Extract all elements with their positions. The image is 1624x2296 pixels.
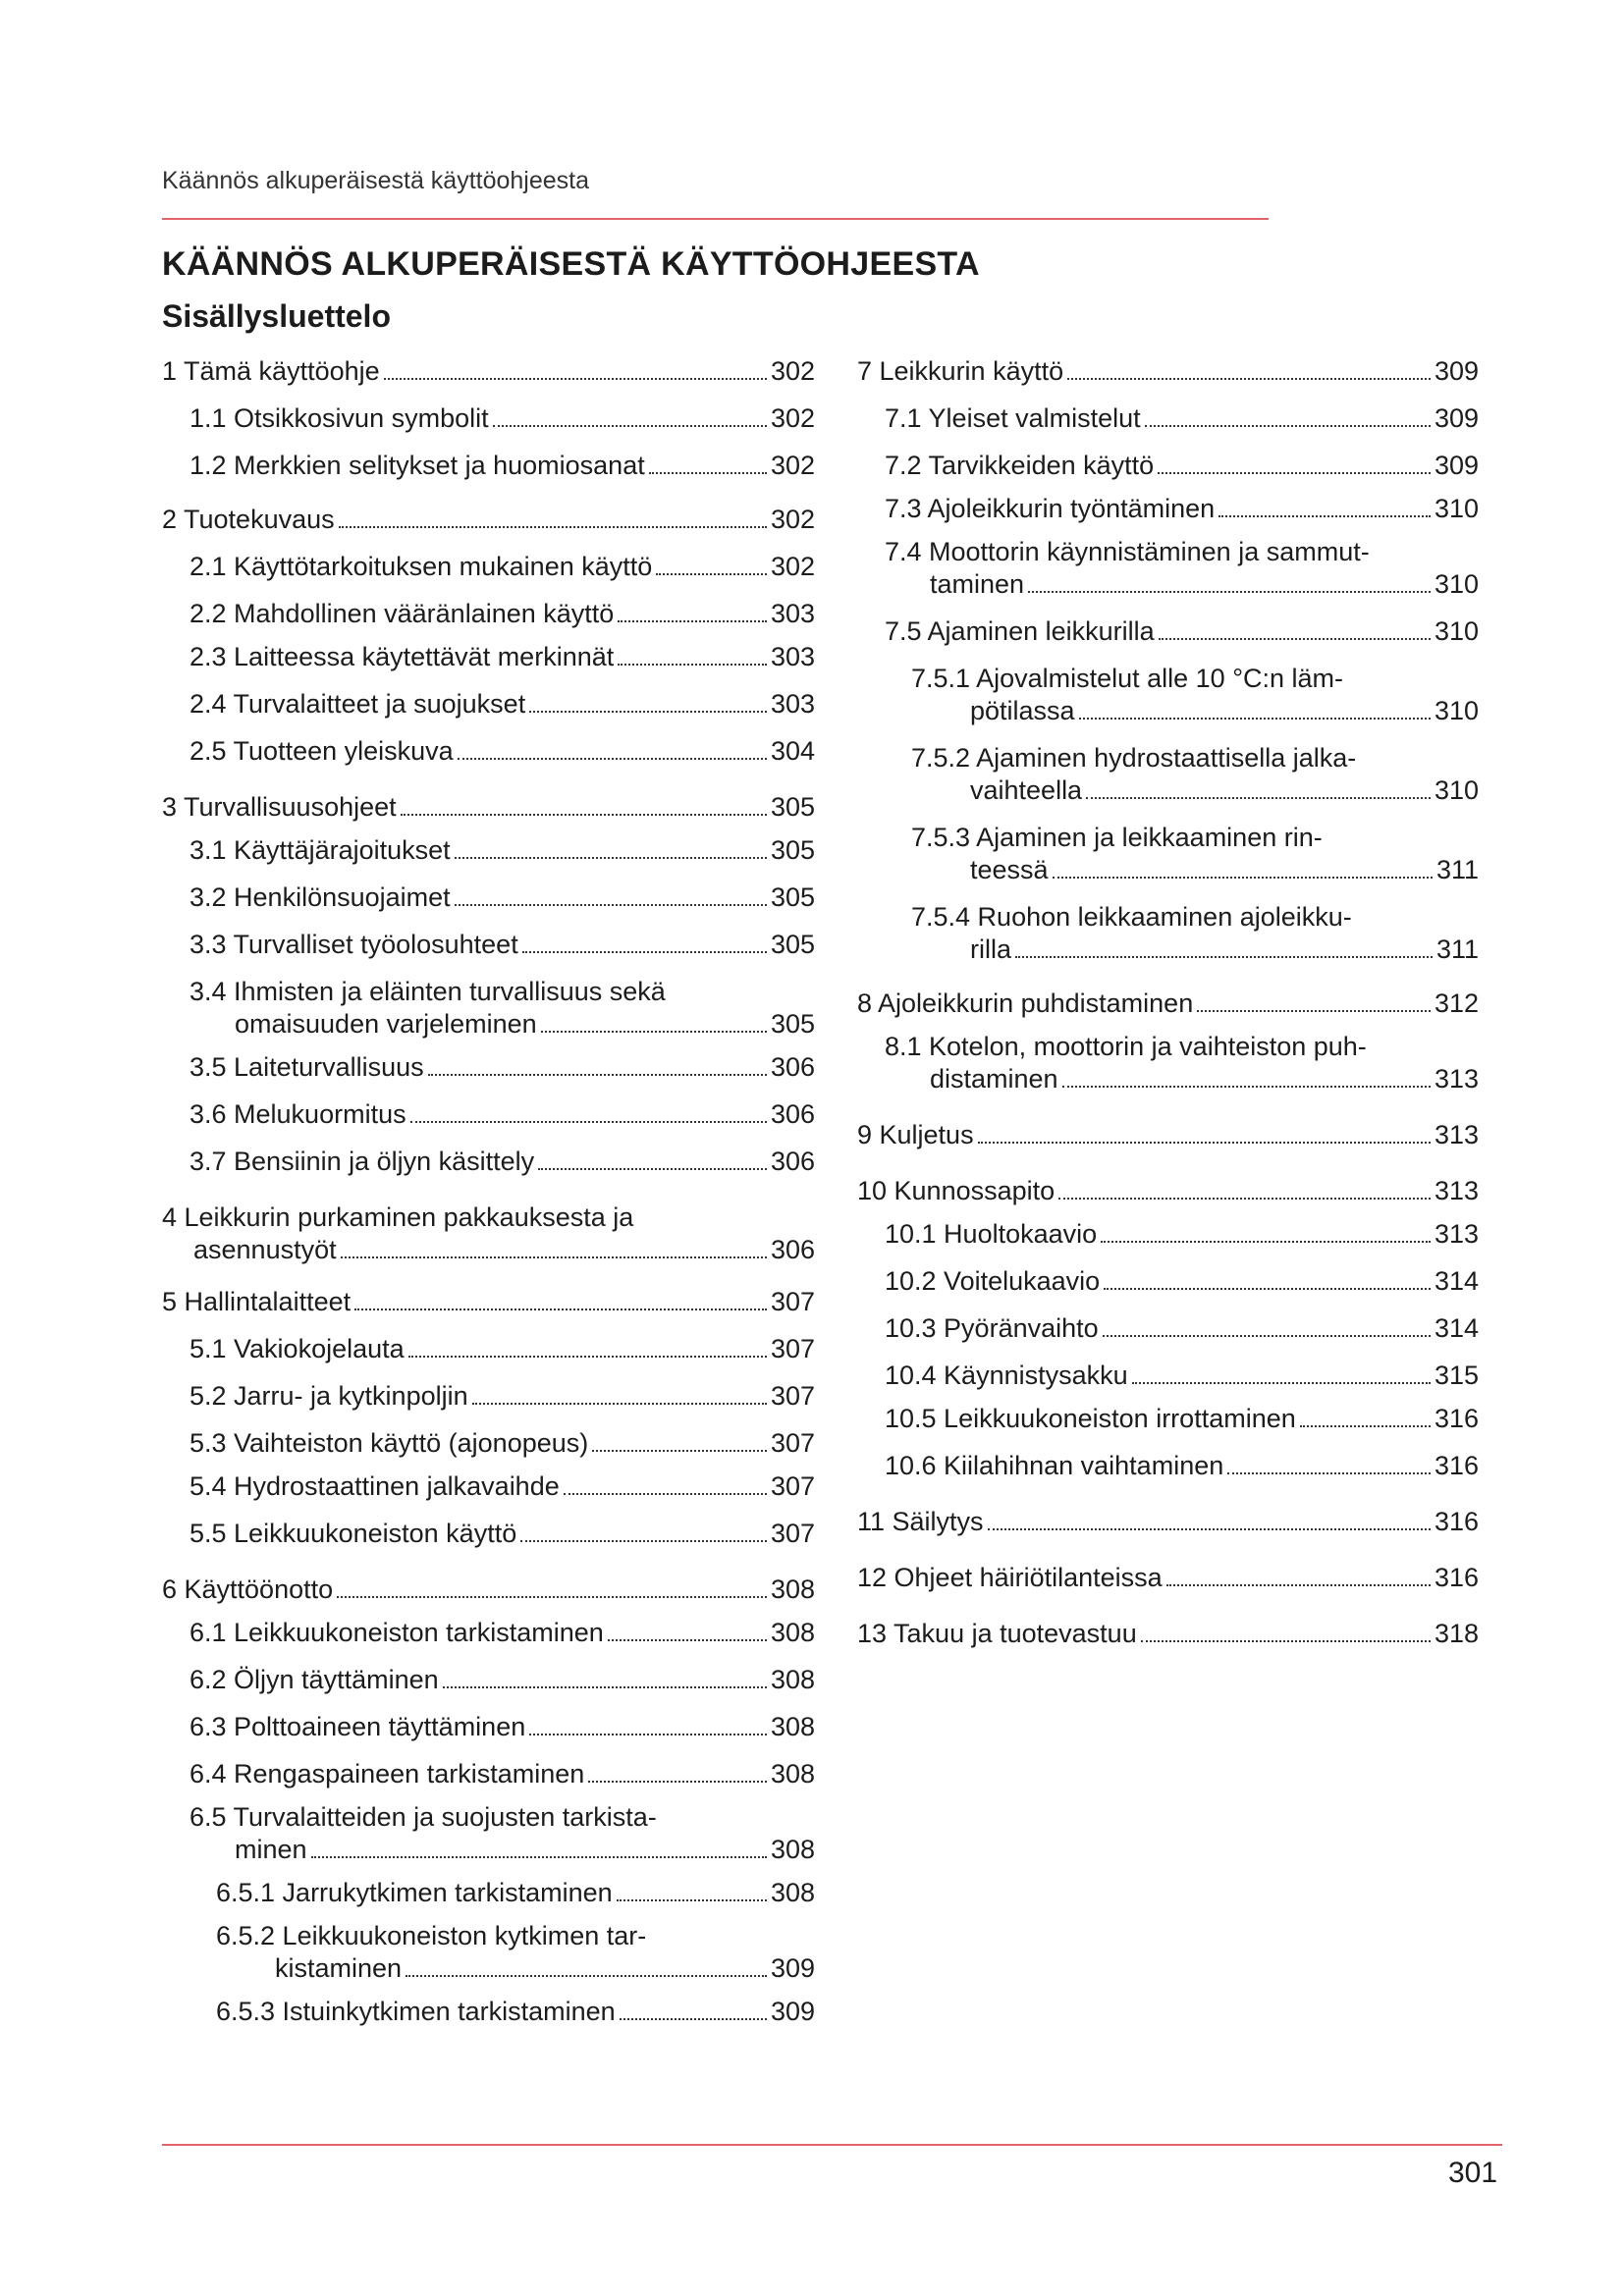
toc-entry[interactable] [162,1098,815,1131]
toc-dot-leader [541,1031,767,1033]
toc-entry[interactable] [162,1427,815,1460]
toc-page-number: 305 [770,882,815,912]
toc-entry[interactable] [162,1518,815,1550]
toc-entry[interactable] [857,1312,1479,1345]
toc-dot-leader [337,1596,767,1598]
toc-entry-label: 11 Säilytys [857,1507,984,1536]
toc-dot-leader [649,472,767,474]
toc-entry-label: 2.5 Tuotteen yleiskuva [189,736,454,766]
toc-entry[interactable] [162,1996,815,2028]
toc-entry[interactable] [857,355,1479,388]
toc-entry[interactable] [162,1801,815,1866]
toc-page-number: 307 [770,1287,815,1316]
toc-entry-label: 6.2 Öljyn täyttäminen [189,1665,439,1694]
toc-page-number: 310 [1434,775,1479,805]
toc-page-number: 310 [1434,616,1479,646]
toc-page-number: 305 [770,1009,815,1039]
toc-entry[interactable] [162,1051,815,1084]
toc-entry-label: teessä [970,855,1049,884]
toc-page-number: 315 [1434,1361,1479,1390]
toc-dot-leader [1141,1640,1431,1642]
toc-page-number: 307 [770,1519,815,1548]
toc-entry-label: 10.1 Huoltokaavio [885,1219,1098,1249]
toc-column-left [162,355,815,2028]
toc-entry-label: 7.3 Ajoleikkurin työntäminen [885,494,1216,523]
toc-entry[interactable] [857,1265,1479,1298]
toc-entry-label: 10.6 Kiilahihnan vaihtaminen [885,1451,1224,1480]
toc-entry-label: taminen [930,569,1025,599]
toc-dot-leader [410,1121,767,1123]
toc-page-number: 302 [770,403,815,433]
toc-dot-leader [472,1403,767,1405]
toc-dot-leader [1145,425,1431,427]
toc-entry-label: 7.5 Ajaminen leikkurilla [885,616,1155,646]
toc-entry[interactable] [162,1286,815,1318]
toc-page-number: 316 [1434,1563,1479,1592]
toc-dot-leader [1197,1010,1431,1012]
toc-entry-label: 7.1 Yleiset valmistelut [885,403,1141,433]
toc-entry[interactable] [857,1360,1479,1392]
toc-page-number: 309 [770,1997,815,2026]
toc-entry-label: 10.4 Käynnistysakku [885,1361,1128,1390]
toc-page-number: 309 [1434,403,1479,433]
toc-dot-leader [384,378,767,380]
toc-entry-label: rilla [970,934,1012,964]
toc-entry[interactable] [162,402,815,435]
toc-entry-label: 10.2 Voitelukaavio [885,1266,1101,1296]
toc-dot-leader [443,1686,767,1688]
toc-entry-label: 2.4 Turvalaitteet ja suojukset [189,689,526,719]
toc-entry[interactable] [162,929,815,961]
toc-page-number: 308 [770,1878,815,1907]
toc-entry-label: kistaminen [275,1953,403,1983]
toc-entry-label: 6 Käyttöönotto [162,1575,334,1604]
toc-dot-leader [401,814,767,816]
toc-dot-leader [455,857,767,859]
toc-dot-leader [608,1639,767,1641]
toc-entry[interactable] [162,551,815,583]
toc-page-number: 316 [1434,1451,1479,1480]
toc-entry-label: 7.5.1 Ajovalmistelut alle 10 °C:n läm- [911,664,1344,693]
toc-entry-label: 6.5.1 Jarrukytkimen tarkistaminen [216,1878,613,1907]
toc-page-number: 303 [770,689,815,719]
toc-entry-label: 5.1 Vakiokojelauta [189,1334,405,1363]
toc-page-number: 306 [770,1052,815,1082]
toc-entry-label: 10.5 Leikkuukoneiston irrottaminen [885,1404,1296,1433]
toc-entry[interactable] [857,742,1479,807]
toc-entry-label: 7.5.3 Ajaminen ja leikkaaminen rin- [911,823,1323,852]
toc-entry[interactable] [857,1119,1479,1151]
toc-entry-label: 5 Hallintalaitteet [162,1287,352,1316]
toc-page-number: 305 [770,835,815,865]
toc-entry-label: 10 Kunnossapito [857,1176,1056,1205]
toc-entry[interactable] [162,1617,815,1649]
toc-dot-leader [1159,638,1431,640]
toc-dot-leader [617,1899,767,1901]
toc-page-number: 302 [770,356,815,386]
toc-dot-leader [455,904,767,906]
toc-page-number: 318 [1434,1619,1479,1648]
toc-entry[interactable] [857,901,1479,966]
toc-entry[interactable] [162,641,815,673]
toc-dot-leader [978,1142,1431,1144]
toc-page-number: 313 [1434,1064,1479,1094]
toc-entry[interactable] [857,402,1479,435]
toc-entry[interactable] [162,791,815,824]
toc-page-number: 310 [1434,569,1479,599]
toc-entry[interactable] [162,1664,815,1696]
toc-dot-leader [1053,877,1433,879]
running-header: Käännös alkuperäisestä käyttöohjeesta [162,167,590,194]
toc-page-number: 311 [1435,934,1479,964]
toc-page-number: 313 [1434,1176,1479,1205]
toc-dot-leader [458,758,767,760]
toc-dot-leader [620,2018,767,2020]
toc-page-number: 309 [1434,356,1479,386]
toc-entry-label: 10.3 Pyöränvaihto [885,1313,1099,1343]
toc-entry-label: 7.5.2 Ajaminen hydrostaattisella jalka- [911,743,1357,773]
toc-entry-label: 6.3 Polttoaineen täyttäminen [189,1712,526,1741]
toc-page-number: 307 [770,1428,815,1458]
toc-entry-label: 2.3 Laitteessa käytettävät merkinnät [189,642,615,671]
toc-page-number: 306 [770,1099,815,1129]
toc-page-number: 307 [770,1471,815,1501]
toc-page-number: 303 [770,599,815,628]
toc-entry-label: 3.4 Ihmisten ja eläinten turvallisuus sekä [189,977,666,1006]
toc-page-number: 307 [770,1381,815,1411]
toc-dot-leader [522,951,767,953]
toc-entry-label: 6.5.3 Istuinkytkimen tarkistaminen [216,1997,616,2026]
toc-entry-label: 6.4 Rengaspaineen tarkistaminen [189,1759,585,1789]
toc-dot-leader [529,711,767,713]
toc-page-number: 302 [770,505,815,534]
toc-entry-label: 9 Kuljetus [857,1120,974,1149]
toc-page-number: 303 [770,642,815,671]
toc-entry-label: distaminen [930,1064,1058,1094]
toc-entry[interactable] [857,988,1479,1020]
toc-entry[interactable] [162,1380,815,1413]
toc-entry[interactable] [162,735,815,768]
toc-dot-leader [406,1975,767,1977]
toc-entry-label: 7 Leikkurin käyttö [857,356,1064,386]
toc-entry[interactable] [162,1877,815,1909]
footer-rule [162,2144,1502,2146]
toc-entry[interactable] [857,1562,1479,1594]
toc-entry[interactable] [162,1333,815,1365]
document-title: KÄÄNNÖS ALKUPERÄISESTÄ KÄYTTÖOHJEESTA [162,245,980,283]
toc-entry-label: 12 Ohjeet häiriötilanteissa [857,1563,1163,1592]
toc-entry[interactable] [857,1618,1479,1650]
toc-entry[interactable] [162,598,815,630]
toc-dot-leader [618,664,767,666]
toc-dot-leader [341,1256,767,1258]
toc-dot-leader [1158,472,1431,474]
toc-page-number: 311 [1435,855,1479,884]
toc-dot-leader [656,573,767,575]
toc-page-number: 305 [770,930,815,959]
toc-entry-label: 6.5 Turvalaitteiden ja suojusten tarkista- [189,1802,657,1832]
toc-entry-label: 3.6 Melukuormitus [189,1099,406,1129]
toc-page-number: 308 [770,1835,815,1864]
toc-entry-label: minen [235,1835,307,1864]
toc-entry[interactable] [162,1920,815,1985]
toc-dot-leader [311,1856,767,1858]
toc-entry-label: 4 Leikkurin purkaminen pakkauksesta ja [162,1202,634,1232]
toc-entry-label: 5.2 Jarru- ja kytkinpoljin [189,1381,468,1411]
toc-entry-label: 1.1 Otsikkosivun symbolit [189,403,489,433]
toc-page-number: 304 [770,736,815,766]
toc-page-number: 313 [1434,1120,1479,1149]
toc-page-number: 309 [1434,451,1479,480]
toc-entry-label: asennustyöt [193,1235,337,1264]
toc-entry[interactable] [162,1470,815,1503]
toc-entry[interactable] [162,976,815,1041]
toc-entry-label: vaihteella [970,775,1083,805]
toc-entry-label: 2.2 Mahdollinen vääränlainen käyttö [189,599,615,628]
toc-dot-leader [1079,718,1431,720]
toc-entry-label: 7.5.4 Ruohon leikkaaminen ajoleikku- [911,902,1352,932]
toc-dot-leader [1101,1241,1431,1243]
toc-entry[interactable] [162,1711,815,1743]
toc-page-number: 312 [1434,988,1479,1018]
toc-entry[interactable] [162,834,815,867]
toc-entry-label: 1 Tämä käyttöohje [162,356,380,386]
toc-entry[interactable] [162,450,815,482]
toc-page-number: 310 [1434,696,1479,725]
toc-entry-label: pötilassa [970,696,1075,725]
toc-dot-leader [1103,1335,1431,1337]
toc-page-number: 308 [770,1575,815,1604]
toc-entry[interactable] [857,615,1479,648]
toc-dot-leader [493,425,767,427]
toc-entry-label: 6.5.2 Leikkuukoneiston kytkimen tar- [216,1921,647,1950]
toc-entry[interactable] [162,1574,815,1606]
toc-page-number: 310 [1434,494,1479,523]
toc-entry-label: 5.5 Leikkuukoneiston käyttö [189,1519,517,1548]
toc-dot-leader [1132,1382,1431,1384]
toc-page-number: 316 [1434,1404,1479,1433]
toc-entry[interactable] [857,663,1479,727]
toc-page-number: 306 [770,1235,815,1264]
toc-page-number: 307 [770,1334,815,1363]
toc-entry-label: 3.7 Bensiinin ja öljyn käsittely [189,1147,535,1176]
toc-dot-leader [988,1528,1431,1530]
toc-dot-leader [1104,1288,1431,1290]
toc-entry-label: 6.1 Leikkuukoneiston tarkistaminen [189,1618,604,1647]
toc-page-number: 308 [770,1665,815,1694]
toc-dot-leader [592,1450,767,1452]
toc-entry[interactable] [857,493,1479,525]
toc-dot-leader [1067,378,1431,380]
toc-dot-leader [408,1356,767,1358]
page-number: 301 [1448,2157,1498,2189]
toc-page-number: 314 [1434,1313,1479,1343]
toc-dot-leader [520,1540,767,1542]
toc-entry[interactable] [162,504,815,536]
toc-page-number: 308 [770,1712,815,1741]
toc-entry[interactable] [162,1201,815,1266]
toc-entry[interactable] [162,1146,815,1178]
toc-page-number: 305 [770,792,815,822]
toc-dot-leader [1166,1584,1431,1586]
toc-dot-leader [1218,515,1431,517]
toc-entry[interactable] [857,822,1479,886]
toc-entry-label: 7.4 Moottorin käynnistäminen ja sammut- [885,537,1370,566]
toc-entry[interactable] [857,1031,1479,1095]
toc-entry[interactable] [857,1403,1479,1435]
toc-entry-label: 3.1 Käyttäjärajoitukset [189,835,451,865]
toc-dot-leader [1227,1472,1431,1474]
toc-page-number: 302 [770,451,815,480]
toc-page-number: 306 [770,1147,815,1176]
toc-entry[interactable] [857,1175,1479,1207]
toc-entry-label: 3.3 Turvalliset työolosuhteet [189,930,518,959]
toc-dot-leader [588,1781,767,1783]
toc-dot-leader [1086,797,1431,799]
toc-dot-leader [339,526,767,528]
toc-entry-label: 7.2 Tarvikkeiden käyttö [885,451,1155,480]
toc-entry[interactable] [857,536,1479,601]
toc-entry[interactable] [162,355,815,388]
toc-entry-label: 13 Takuu ja tuotevastuu [857,1619,1137,1648]
toc-entry-label: 8 Ajoleikkurin puhdistaminen [857,988,1194,1018]
toc-entry-label: omaisuuden varjeleminen [235,1009,537,1039]
toc-page-number: 302 [770,552,815,581]
toc-entry[interactable] [857,1218,1479,1251]
toc-page-number: 309 [770,1953,815,1983]
toc-dot-leader [354,1308,767,1310]
toc-dot-leader [529,1734,767,1735]
toc-dot-leader [538,1168,767,1170]
toc-dot-leader [1300,1425,1431,1427]
toc-entry[interactable] [857,1506,1479,1538]
toc-entry-label: 1.2 Merkkien selitykset ja huomiosanat [189,451,645,480]
toc-dot-leader [1058,1198,1431,1200]
toc-page-number: 316 [1434,1507,1479,1536]
toc-page-number: 313 [1434,1219,1479,1249]
toc-entry-label: 8.1 Kotelon, moottorin ja vaihteiston puh- [885,1032,1367,1061]
toc-dot-leader [618,620,767,622]
toc-entry[interactable] [857,1450,1479,1482]
toc-entry-label: 5.4 Hydrostaattinen jalkavaihde [189,1471,560,1501]
toc-entry-label: 3.5 Laiteturvallisuus [189,1052,424,1082]
toc-dot-leader [564,1493,767,1495]
toc-entry-label: 2.1 Käyttötarkoituksen mukainen käyttö [189,552,653,581]
toc-entry[interactable] [857,450,1479,482]
toc-dot-leader [428,1074,767,1076]
toc-entry[interactable] [162,688,815,721]
toc-page-number: 308 [770,1759,815,1789]
toc-heading: Sisällysluettelo [162,298,391,334]
toc-column-right [857,355,1479,1650]
toc-dot-leader [1028,591,1431,593]
toc-entry-label: 2 Tuotekuvaus [162,505,335,534]
toc-page-number: 308 [770,1618,815,1647]
toc-entry[interactable] [162,881,815,914]
toc-dot-leader [1015,956,1433,958]
toc-entry[interactable] [162,1758,815,1790]
toc-dot-leader [1062,1086,1431,1088]
header-rule [162,218,1269,220]
toc-entry-label: 5.3 Vaihteiston käyttö (ajonopeus) [189,1428,589,1458]
toc-entry-label: 3.2 Henkilönsuojaimet [189,882,451,912]
toc-page-number: 314 [1434,1266,1479,1296]
toc-entry-label: 3 Turvallisuusohjeet [162,792,397,822]
